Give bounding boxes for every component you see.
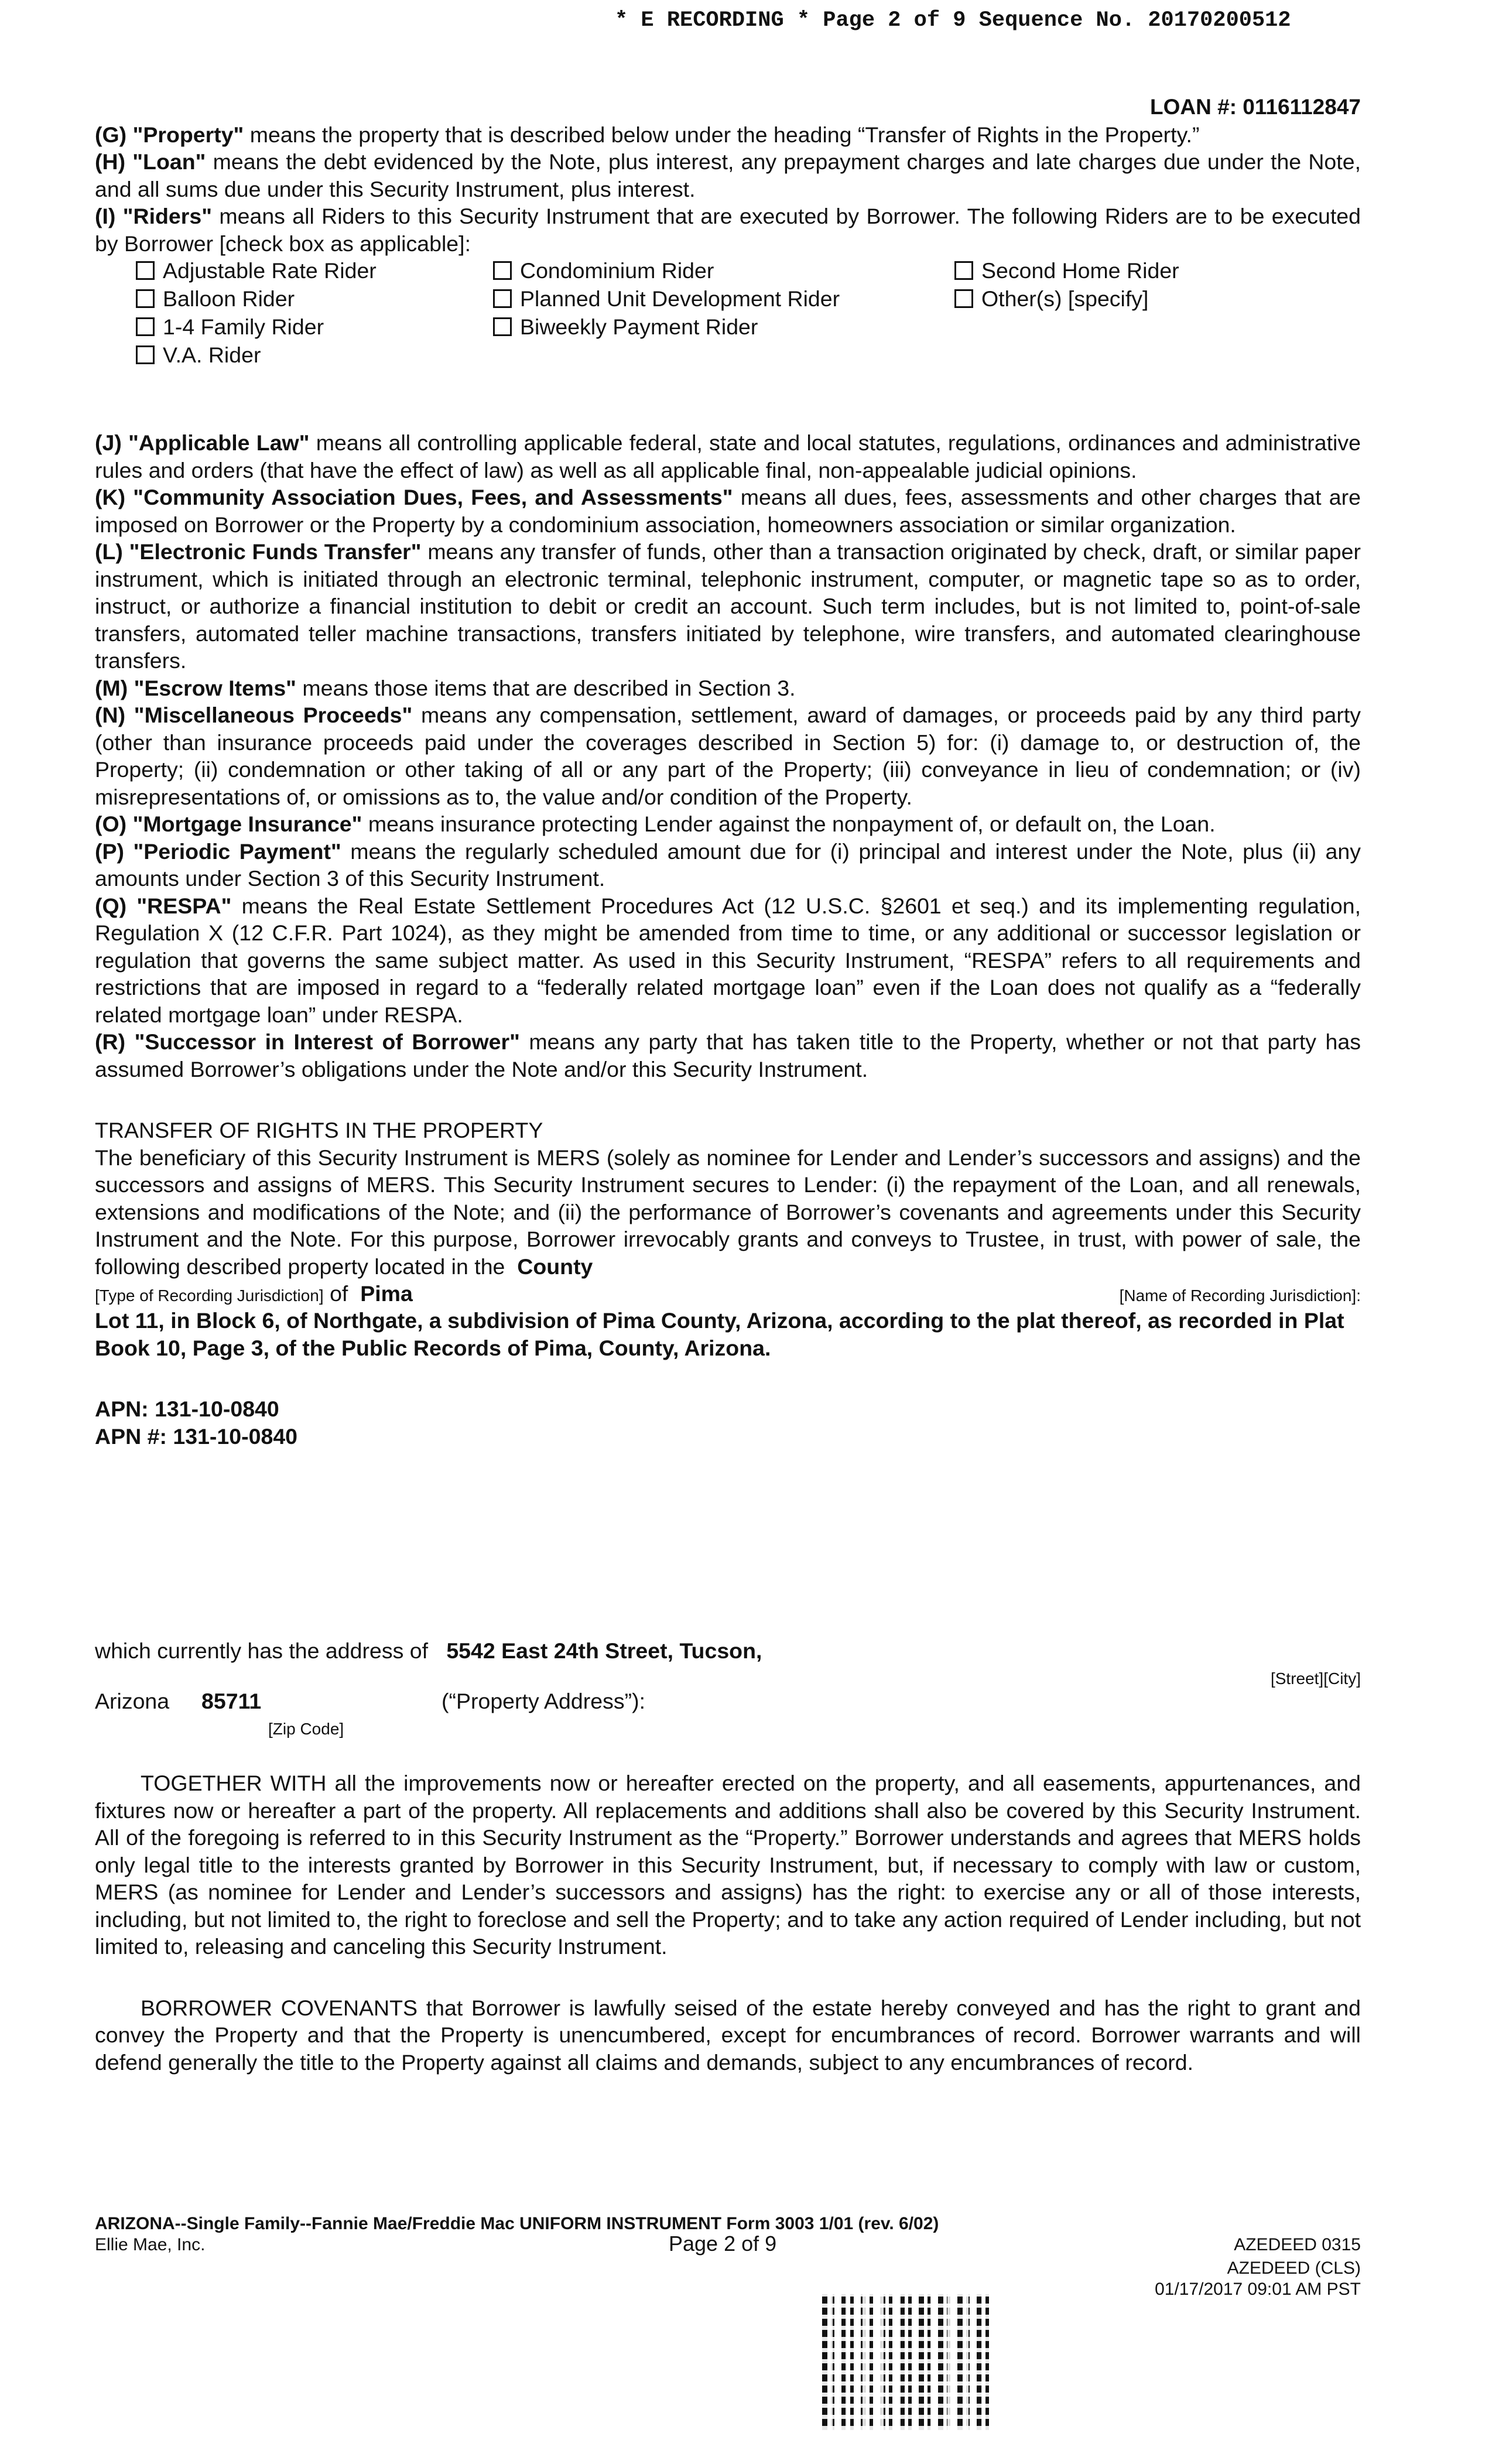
definition-text: means any compensation, settlement, award of damages, or proceeds paid by any third party (other than insurance proceeds paid under the coverages described in Section 5) for: (i) damage to, or destruction of, the Property; (ii) condemnation or other taking of all or any part of the Property; (iii) conveyance in lieu of condemnation; or (iv) misrepresentations of, or omissions as to, the value and/or condition of the Property. [95,703,1361,809]
zip-caption-row [95,1713,1361,1737]
definition-n [95,701,1361,810]
definition-o [95,810,1361,838]
definition-text: means any transfer of funds, other than a transaction originated by check, draft, or similar paper instrument, which is initiated through an electronic terminal, telephonic instrument, computer, or magnetic tape so as to order, instruct, or authorize a financial institution to debit or credit an account. Such term includes, but is not limited to, point-of-sale transfers, automated teller machine transactions, transfers initiated by telephone, wire transfers, and automated clearinghouse transfers. [95,539,1361,673]
rider-label: 1-4 Family Rider [163,314,324,339]
page-number: Page 2 of 9 [669,2232,777,2256]
definition-h [95,148,1361,203]
rider-biweekly-payment[interactable] [493,313,758,341]
definition-l [95,538,1361,675]
rider-label: V.A. Rider [163,343,261,367]
rider-label: Condominium Rider [520,258,714,283]
definition-k [95,484,1361,538]
barcode-image [822,2294,995,2430]
definition-p [95,838,1361,892]
definition-term: (K) "Community Association Dues, Fees, and Assessments" [95,485,733,509]
address-intro: which currently has the address of [95,1638,429,1663]
jurisdiction-line [95,1280,1361,1307]
definition-term: (M) "Escrow Items" [95,675,296,700]
street-city: 5542 East 24th Street, Tucson, [446,1638,762,1663]
jurisdiction-name-caption: [Name of Recording Jurisdiction]: [1119,1286,1361,1305]
definition-text: means the regularly scheduled amount due for (i) principal and interest under the Note, plus (ii) any amounts under Section 3 of this Security Instrument. [95,839,1361,891]
definition-text: means insurance protecting Lender against the nonpayment of, or default on, the Loan. [362,812,1216,836]
rider-adjustable-rate[interactable] [136,257,377,285]
checkbox[interactable] [954,261,973,280]
company-name: Ellie Mae, Inc. [95,2235,206,2254]
rider-others[interactable] [954,285,1148,313]
state-zip-line [95,1688,1361,1713]
apn-line-1: APN: 131-10-0840 [95,1397,279,1421]
apn-line-2: APN #: 131-10-0840 [95,1423,298,1449]
definition-text: means the Real Estate Settlement Procedures Act (12 U.S.C. §2601 et seq.) and its implementing regulation, Regulation X (12 C.F.R. Part 1024), as they might be amended from time to time, or any additional or successor legislation or regulation that governs the same subject matter. As used in this Security Instrument, “RESPA” refers to all requirements and restrictions that are imposed in regard to a “federally related mortgage loan” even if the Loan does not qualify as a “federally related mortgage loan” under RESPA. [95,893,1361,1027]
rider-1-4-family[interactable] [136,313,324,341]
definition-term: (I) "Riders" [95,204,213,228]
rider-planned-unit-development[interactable] [493,285,840,313]
jurisdiction-type: County [517,1254,593,1279]
checkbox[interactable] [136,289,155,308]
definition-text: means all dues, fees, assessments and other charges that are imposed on Borrower or the Property by a condominium association, homeowners association or similar organization. [95,485,1361,537]
street-city-caption-row [95,1664,1361,1688]
rider-label: Biweekly Payment Rider [520,314,758,339]
checkbox[interactable] [493,289,512,308]
definition-term: (L) "Electronic Funds Transfer" [95,539,422,564]
definition-j [95,429,1361,484]
definition-term: (P) "Periodic Payment" [95,839,341,864]
rider-label: Balloon Rider [163,286,295,311]
transfer-paragraph [95,1144,1361,1281]
definition-q [95,892,1361,1029]
riders-checklist [95,257,1361,374]
rider-condominium[interactable] [493,257,714,285]
definition-i [95,203,1361,257]
footer-row [95,2234,1361,2258]
form-title: ARIZONA--Single Family--Fannie Mae/Freddie Mac UNIFORM INSTRUMENT Form 3003 1/01 (rev. 6/02) [95,2214,939,2233]
loan-number: LOAN #: 0116112847 [1150,95,1361,119]
property-address-label: (“Property Address”): [442,1689,646,1713]
rider-label: Planned Unit Development Rider [520,286,840,311]
definition-g [95,121,1361,149]
rider-label: Other(s) [specify] [981,286,1149,311]
transfer-text: The beneficiary of this Security Instrument is MERS (solely as nominee for Lender and Lender’s successors and assigns) and the successors and assigns of MERS. This Security Instrument secures to Lender: (i) the repayment of the Loan, and all renewals, extensions and modifications of the Note; and (ii) the performance of Borrower’s covenants and agreements under this Security Instrument and the Note. For this purpose, Borrower irrevocably grants and conveys to Trustee, in trust, with power of sale, the following described property located in the [95,1145,1361,1279]
state: Arizona [95,1689,170,1713]
definition-term: (O) "Mortgage Insurance" [95,812,362,836]
definition-term: (Q) "RESPA" [95,893,232,918]
definition-text: means the property that is described below under the heading “Transfer of Rights in the Property.” [244,122,1200,147]
of-word: of [330,1281,348,1306]
borrower-covenants-paragraph: BORROWER COVENANTS that Borrower is lawfully seised of the estate hereby conveyed and has the right to grant and convey the Property and that the Property is unencumbered, except for encumbrances of record. Borrower warrants and will defend generally the title to the Property against all claims and demands, subject to any encumbrances of record. [95,1995,1361,2075]
definition-text: means any party that has taken title to the Property, whether or not that party has assumed Borrower’s obligations under the Note and/or this Security Instrument. [95,1029,1361,1082]
checkbox[interactable] [136,261,155,280]
definition-text: means all Riders to this Security Instrument that are executed by Borrower. The following Riders are to be executed by Borrower [check box as applicable]: [95,204,1361,256]
definition-text: means all controlling applicable federal, state and local statutes, regulations, ordinances and administrative rules and orders (that have the effect of law) as well as all applicable final, non-appealable judicial opinions. [95,430,1361,482]
rider-va[interactable] [136,341,261,369]
transfer-heading: TRANSFER OF RIGHTS IN THE PROPERTY [95,1118,543,1142]
definition-r [95,1028,1361,1083]
page-footer [95,2213,1361,2300]
recording-stamp: * E RECORDING * Page 2 of 9 Sequence No. 20170200512 [615,8,1291,33]
jurisdiction-type-caption: [Type of Recording Jurisdiction] [95,1286,324,1305]
form-code-2: AZEDEED (CLS) [1227,2258,1361,2278]
definition-term: (R) "Successor in Interest of Borrower" [95,1029,520,1054]
zip-code: 85711 [201,1689,262,1713]
definition-text: means the debt evidenced by the Note, plus interest, any prepayment charges and late charges due under the Note, and all sums due under this Security Instrument, plus interest. [95,149,1361,201]
timestamp: 01/17/2017 09:01 AM PST [1155,2280,1361,2299]
rider-second-home[interactable] [954,257,1179,285]
checkbox[interactable] [493,317,512,336]
definition-term: (J) "Applicable Law" [95,430,310,455]
checkbox[interactable] [136,345,155,364]
jurisdiction-name: Pima [360,1281,413,1306]
rider-label: Adjustable Rate Rider [163,258,377,283]
definition-text: means those items that are described in Section 3. [296,675,796,700]
together-with-paragraph: TOGETHER WITH all the improvements now or hereafter erected on the property, and all easements, appurtenances, and fixtures now or hereafter a part of the property. All replacements and additions shall also be covered by this Security Instrument. All of the foregoing is referred to in this Security Instrument as the “Property.” Borrower understands and agrees that MERS holds only legal title to the interests granted by Borrower in this Security Instrument, but, if necessary to comply with law or custom, MERS (as nominee for Lender and Lender’s successors and assigns) has the right: to exercise any or all of those interests, including, but not limited to, the right to foreclose and sell the Property; and to take any action required of Lender including, but not limited to, releasing and canceling this Security Instrument. [95,1771,1361,1959]
document-body [95,94,1361,2076]
definition-term: (N) "Miscellaneous Proceeds" [95,703,413,727]
address-line [95,1637,1361,1664]
legal-description: Lot 11, in Block 6, of Northgate, a subdivision of Pima County, Arizona, according to the plat thereof, as recorded in Plat Book 10, Page 3, of the Public Records of Pima, County, Arizona. [95,1308,1344,1360]
checkbox[interactable] [954,289,973,308]
form-code-1: AZEDEED 0315 [1234,2235,1361,2254]
checkbox[interactable] [136,317,155,336]
definition-term: (H) "Loan" [95,149,206,174]
definition-term: (G) "Property" [95,122,244,147]
checkbox[interactable] [493,261,512,280]
rider-label: Second Home Rider [981,258,1179,283]
street-city-caption: [Street][City] [1270,1669,1361,1688]
definition-m [95,675,1361,702]
zip-caption: [Zip Code] [268,1720,344,1738]
rider-balloon[interactable] [136,285,295,313]
